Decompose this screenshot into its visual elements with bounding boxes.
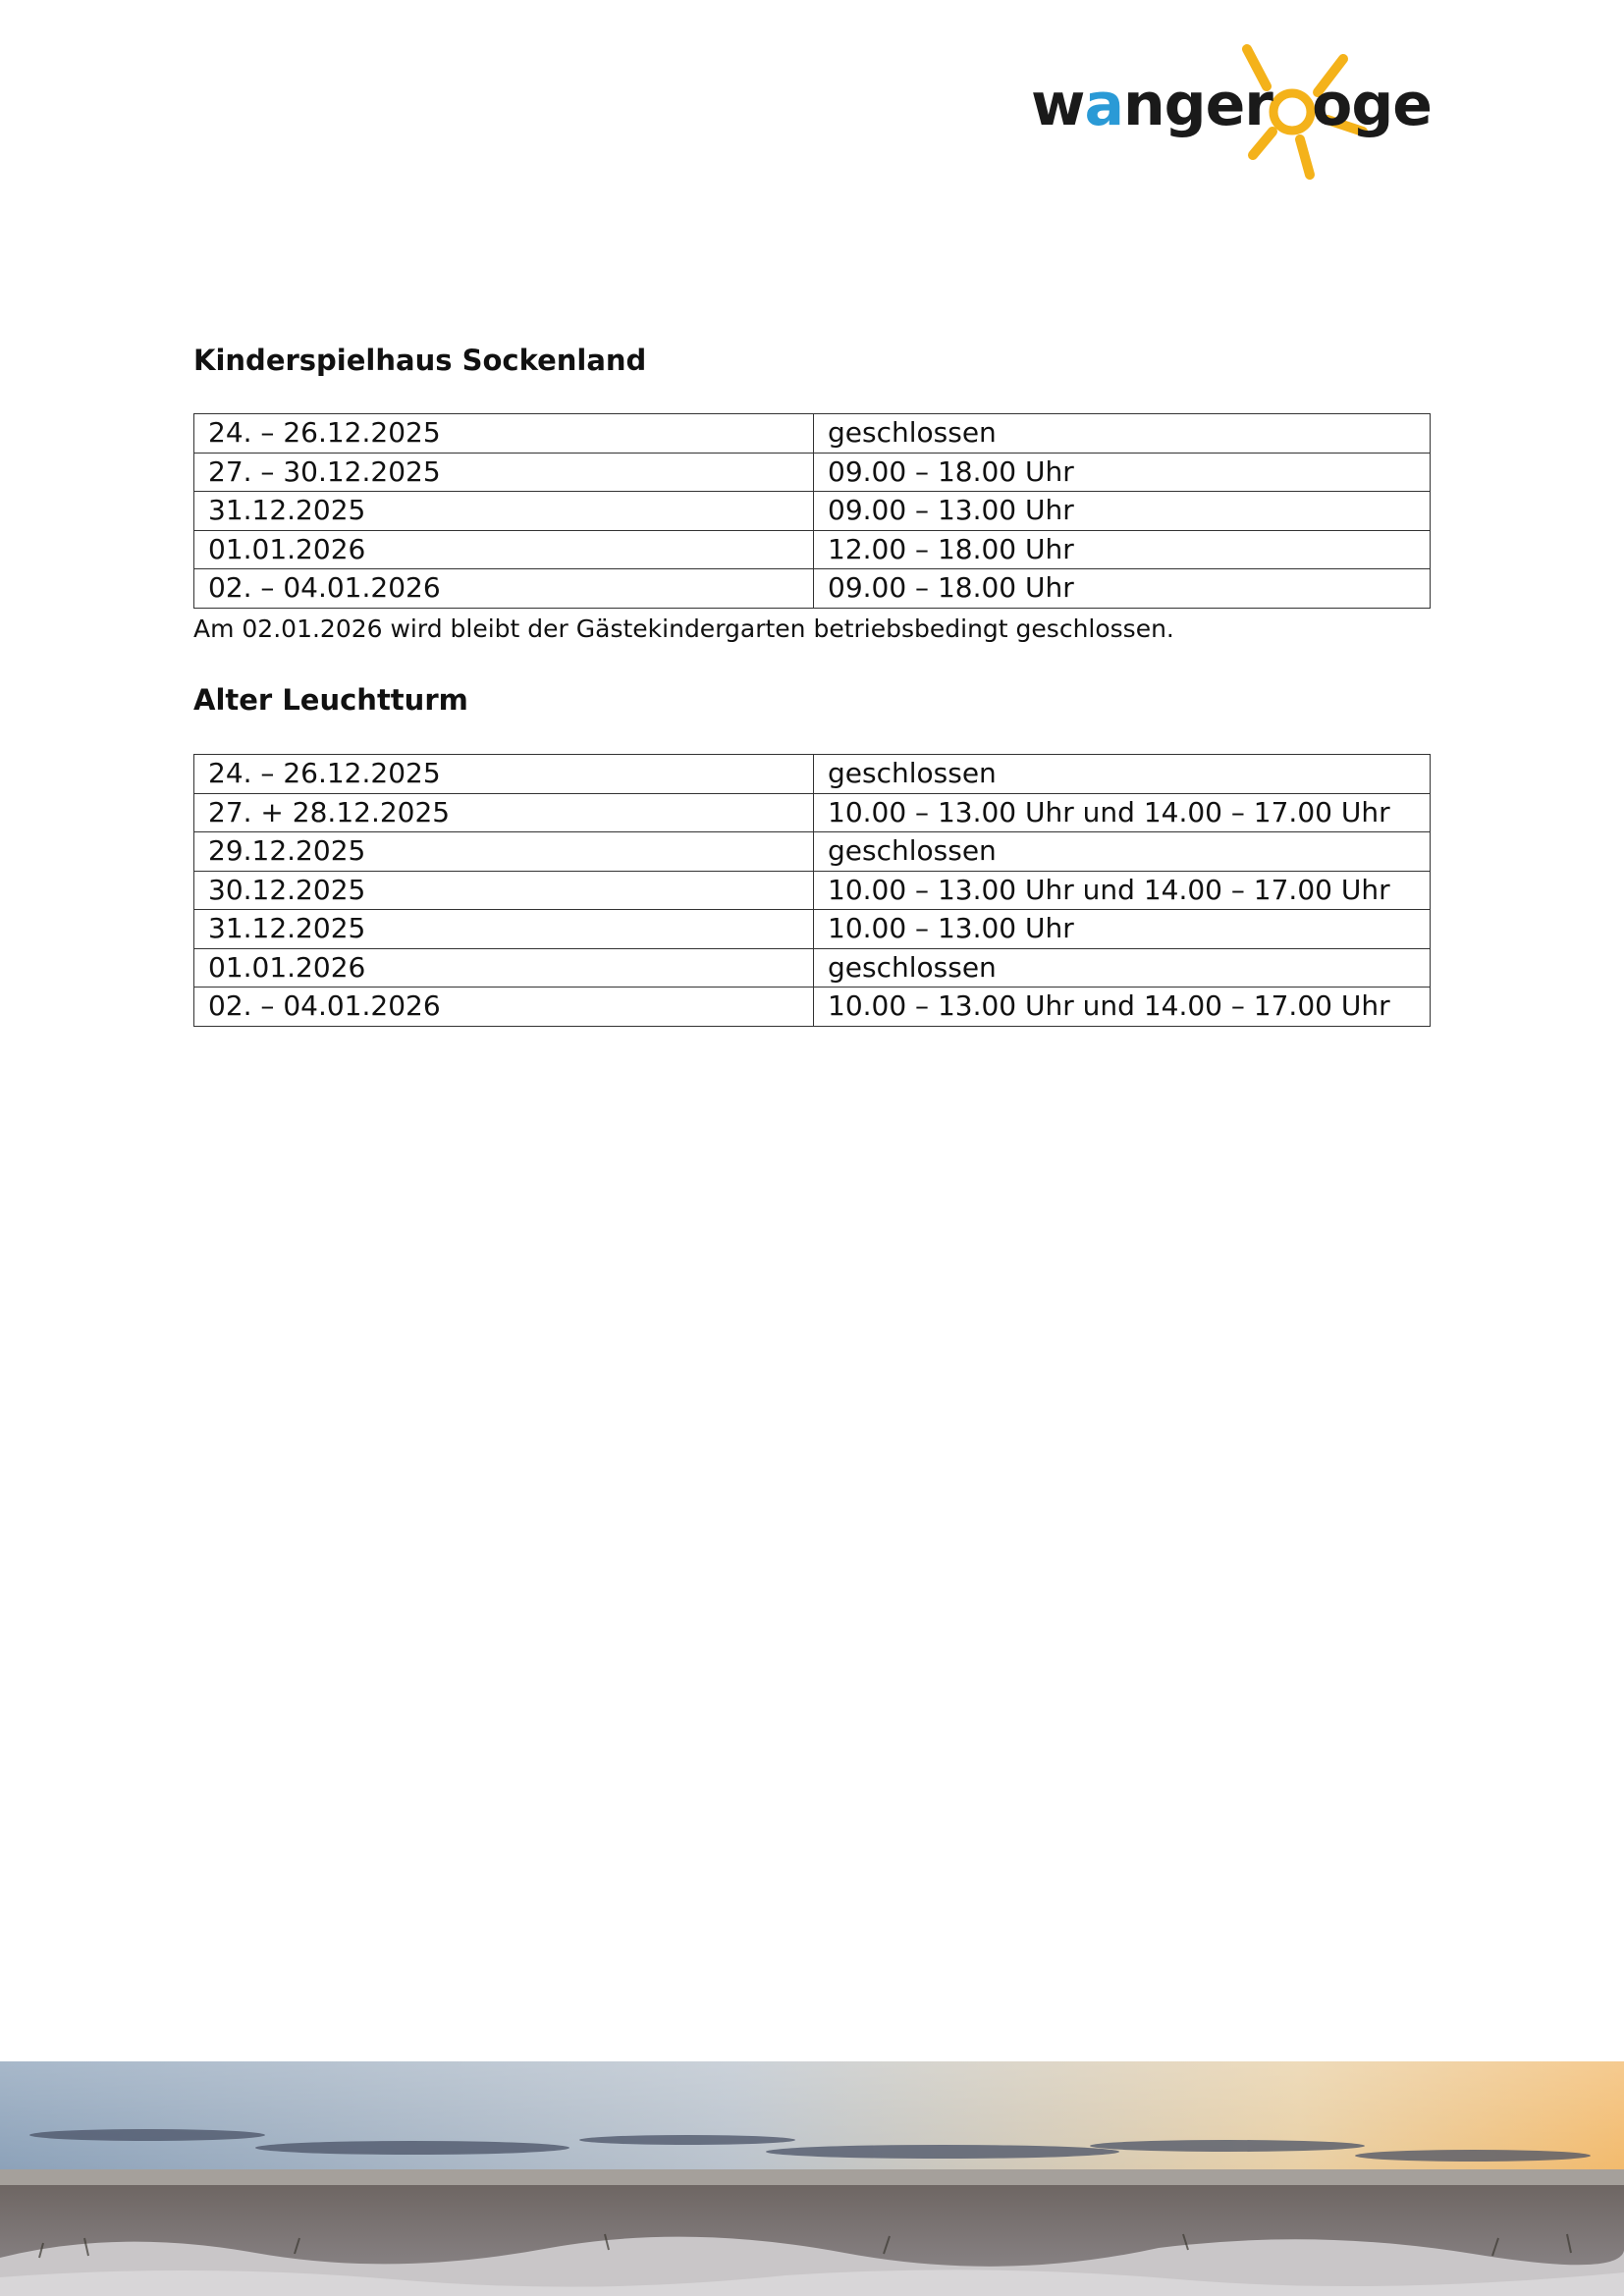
wangerooge-logo (1031, 37, 1432, 185)
table-row: 27. – 30.12.2025 09.00 – 18.00 Uhr (194, 453, 1431, 492)
table-row: 01.01.2026 12.00 – 18.00 Uhr (194, 530, 1431, 569)
table-row: 31.12.2025 10.00 – 13.00 Uhr (194, 910, 1431, 949)
section-title-sockenland: Kinderspielhaus Sockenland (193, 344, 647, 377)
table-row: 24. – 26.12.2025 geschlossen (194, 755, 1431, 794)
logo-wordmark: wanger oge (1031, 71, 1432, 139)
table-row: 01.01.2026 geschlossen (194, 948, 1431, 988)
closure-note: Am 02.01.2026 wird bleibt der Gästekindergarten betriebsbedingt geschlossen. (193, 614, 1174, 643)
table-row: 31.12.2025 09.00 – 13.00 Uhr (194, 492, 1431, 531)
table-row: 30.12.2025 10.00 – 13.00 Uhr und 14.00 – 17.00 Uhr (194, 871, 1431, 910)
table-row: 24. – 26.12.2025 geschlossen (194, 414, 1431, 454)
beach-sunset-panorama (0, 2061, 1624, 2296)
section-title-leuchtturm: Alter Leuchtturm (193, 683, 468, 717)
table-row: 29.12.2025 geschlossen (194, 832, 1431, 872)
table-leuchtturm (193, 754, 1431, 1027)
table-row: 27. + 28.12.2025 10.00 – 13.00 Uhr und 14.00 – 17.00 Uhr (194, 793, 1431, 832)
table-row: 02. – 04.01.2026 09.00 – 18.00 Uhr (194, 569, 1431, 609)
table-row: 02. – 04.01.2026 10.00 – 13.00 Uhr und 14.00 – 17.00 Uhr (194, 988, 1431, 1027)
table-sockenland (193, 413, 1431, 609)
